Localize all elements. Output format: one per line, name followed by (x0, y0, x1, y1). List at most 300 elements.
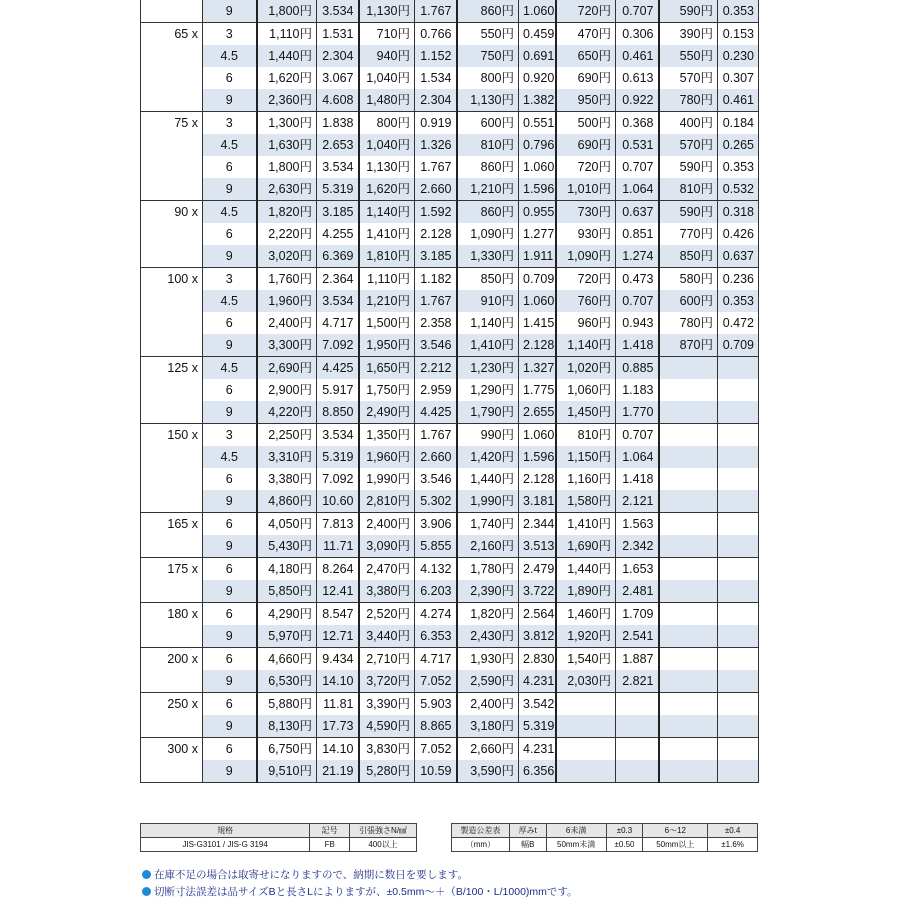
price-cell: 570円 (659, 67, 718, 89)
price-cell: 780円 (659, 89, 718, 112)
weight-cell: 2.959 (415, 379, 457, 401)
weight-cell (718, 535, 759, 558)
price-cell: 1,040円 (359, 134, 415, 156)
price-cell: 2,710円 (359, 648, 415, 671)
weight-cell: 1.887 (616, 648, 659, 671)
thickness-cell: 9 (203, 535, 257, 558)
table-row (141, 67, 759, 89)
weight-cell: 0.230 (718, 45, 759, 67)
thickness-cell: 9 (203, 334, 257, 357)
weight-cell: 0.691 (519, 45, 556, 67)
weight-cell: 0.707 (616, 424, 659, 447)
price-cell (659, 648, 718, 671)
price-table (140, 0, 759, 783)
weight-cell: 1.327 (519, 357, 556, 380)
weight-cell: 0.707 (616, 156, 659, 178)
width-cell: 125 x (141, 357, 203, 380)
weight-cell: 4.717 (317, 312, 359, 334)
weight-cell: 0.306 (616, 23, 659, 46)
table-row (141, 334, 759, 357)
tolerance-width-label: 幅B (509, 838, 546, 852)
width-cell (141, 760, 203, 783)
width-cell (141, 580, 203, 603)
price-cell: 1,440円 (556, 558, 616, 581)
price-cell (659, 357, 718, 380)
weight-cell: 3.181 (519, 490, 556, 513)
price-cell: 870円 (659, 334, 718, 357)
weight-cell: 0.426 (718, 223, 759, 245)
weight-cell (718, 424, 759, 447)
width-cell (141, 490, 203, 513)
table-row (141, 89, 759, 112)
price-cell (556, 760, 616, 783)
price-cell: 2,250円 (257, 424, 317, 447)
weight-cell (718, 490, 759, 513)
price-cell: 3,180円 (457, 715, 519, 738)
weight-cell: 5.903 (415, 693, 457, 716)
weight-cell: 6.369 (317, 245, 359, 268)
price-cell: 4,050円 (257, 513, 317, 536)
table-row (141, 648, 759, 671)
weight-cell: 8.850 (317, 401, 359, 424)
weight-cell: 0.920 (519, 67, 556, 89)
price-cell: 1,620円 (257, 67, 317, 89)
weight-cell: 3.542 (519, 693, 556, 716)
tolerance-6to12: 6〜12 (643, 824, 708, 838)
price-cell: 810円 (457, 134, 519, 156)
weight-cell (718, 379, 759, 401)
width-cell: 250 x (141, 693, 203, 716)
price-cell: 1,740円 (457, 513, 519, 536)
price-cell: 5,880円 (257, 693, 317, 716)
width-cell (141, 178, 203, 201)
weight-cell: 2.358 (415, 312, 457, 334)
weight-cell: 2.128 (415, 223, 457, 245)
price-cell: 850円 (659, 245, 718, 268)
price-cell: 550円 (457, 23, 519, 46)
weight-cell: 0.943 (616, 312, 659, 334)
tolerance-thickness-label: 厚みt (509, 824, 546, 838)
table-row (141, 379, 759, 401)
price-cell: 2,660円 (457, 738, 519, 761)
weight-cell: 1.415 (519, 312, 556, 334)
price-cell: 1,480円 (359, 89, 415, 112)
price-cell: 2,160円 (457, 535, 519, 558)
price-cell: 1,950円 (359, 334, 415, 357)
spec-standard: JIS-G3101 / JIS-G 3194 (141, 838, 310, 852)
price-cell: 1,620円 (359, 178, 415, 201)
weight-cell: 0.613 (616, 67, 659, 89)
weight-cell (616, 738, 659, 761)
weight-cell (718, 513, 759, 536)
weight-cell (718, 468, 759, 490)
weight-cell: 7.813 (317, 513, 359, 536)
price-cell: 1,140円 (359, 201, 415, 224)
price-cell: 690円 (556, 67, 616, 89)
weight-cell: 2.128 (519, 468, 556, 490)
weight-cell: 3.067 (317, 67, 359, 89)
price-cell: 720円 (556, 268, 616, 291)
weight-cell: 0.766 (415, 23, 457, 46)
price-cell: 3,090円 (359, 535, 415, 558)
width-cell (141, 245, 203, 268)
tolerance-6to12-value: ±0.4 (708, 824, 758, 838)
price-cell: 1,140円 (556, 334, 616, 357)
price-cell: 3,440円 (359, 625, 415, 648)
weight-cell: 8.264 (317, 558, 359, 581)
price-cell: 3,590円 (457, 760, 519, 783)
width-cell (141, 0, 203, 23)
weight-cell: 8.865 (415, 715, 457, 738)
table-row (141, 738, 759, 761)
price-cell: 1,630円 (257, 134, 317, 156)
price-cell (659, 446, 718, 468)
price-cell: 2,430円 (457, 625, 519, 648)
table-row (141, 112, 759, 135)
weight-cell: 4.425 (415, 401, 457, 424)
price-cell: 1,790円 (457, 401, 519, 424)
weight-cell: 1.775 (519, 379, 556, 401)
price-cell: 960円 (556, 312, 616, 334)
price-cell: 1,990円 (457, 490, 519, 513)
tolerance-under6: 6未満 (546, 824, 606, 838)
table-row (141, 535, 759, 558)
price-cell: 1,820円 (457, 603, 519, 626)
weight-cell: 10.60 (317, 490, 359, 513)
weight-cell: 1.709 (616, 603, 659, 626)
thickness-cell: 9 (203, 490, 257, 513)
price-cell: 4,590円 (359, 715, 415, 738)
price-cell: 2,630円 (257, 178, 317, 201)
weight-cell: 2.660 (415, 178, 457, 201)
weight-cell: 1.563 (616, 513, 659, 536)
thickness-cell: 6 (203, 468, 257, 490)
table-row (141, 134, 759, 156)
thickness-cell: 6 (203, 738, 257, 761)
weight-cell: 1.767 (415, 0, 457, 23)
spec-header-standard: 規格 (141, 824, 310, 838)
weight-cell: 3.546 (415, 334, 457, 357)
width-cell (141, 379, 203, 401)
weight-cell: 5.855 (415, 535, 457, 558)
price-cell: 3,020円 (257, 245, 317, 268)
thickness-cell: 3 (203, 23, 257, 46)
width-cell (141, 312, 203, 334)
weight-cell: 1.838 (317, 112, 359, 135)
price-cell: 1,800円 (257, 156, 317, 178)
price-cell: 590円 (659, 0, 718, 23)
price-cell: 400円 (659, 112, 718, 135)
price-cell: 860円 (457, 201, 519, 224)
price-cell (556, 738, 616, 761)
weight-cell: 2.304 (317, 45, 359, 67)
table-row (141, 245, 759, 268)
price-cell: 1,230円 (457, 357, 519, 380)
price-cell: 1,150円 (556, 446, 616, 468)
weight-cell: 2.128 (519, 334, 556, 357)
width-cell (141, 625, 203, 648)
weight-cell: 0.153 (718, 23, 759, 46)
thickness-cell: 6 (203, 513, 257, 536)
price-cell: 590円 (659, 156, 718, 178)
tolerance-title: 製造公差表 (452, 824, 510, 838)
width-cell: 165 x (141, 513, 203, 536)
weight-cell: 0.307 (718, 67, 759, 89)
price-cell: 5,430円 (257, 535, 317, 558)
weight-cell (718, 357, 759, 380)
price-cell: 6,750円 (257, 738, 317, 761)
weight-cell: 0.851 (616, 223, 659, 245)
width-cell (141, 134, 203, 156)
weight-cell: 0.707 (616, 290, 659, 312)
width-cell (141, 290, 203, 312)
weight-cell (718, 625, 759, 648)
width-cell: 175 x (141, 558, 203, 581)
weight-cell: 2.344 (519, 513, 556, 536)
table-row (141, 424, 759, 447)
thickness-cell: 6 (203, 223, 257, 245)
tolerance-table (451, 823, 758, 852)
price-cell (659, 625, 718, 648)
price-cell: 650円 (556, 45, 616, 67)
price-cell: 690円 (556, 134, 616, 156)
price-cell (659, 513, 718, 536)
price-cell: 1,110円 (257, 23, 317, 46)
thickness-cell: 4.5 (203, 446, 257, 468)
thickness-cell: 6 (203, 693, 257, 716)
weight-cell: 1.592 (415, 201, 457, 224)
weight-cell: 0.368 (616, 112, 659, 135)
thickness-cell: 4.5 (203, 134, 257, 156)
weight-cell: 1.596 (519, 178, 556, 201)
price-cell: 1,350円 (359, 424, 415, 447)
price-cell: 1,820円 (257, 201, 317, 224)
price-cell: 1,210円 (457, 178, 519, 201)
price-cell: 1,410円 (556, 513, 616, 536)
width-cell: 75 x (141, 112, 203, 135)
price-cell: 1,330円 (457, 245, 519, 268)
price-cell: 1,500円 (359, 312, 415, 334)
price-cell: 860円 (457, 0, 519, 23)
weight-cell: 2.121 (616, 490, 659, 513)
weight-cell: 0.318 (718, 201, 759, 224)
weight-cell: 0.707 (616, 0, 659, 23)
weight-cell: 1.060 (519, 156, 556, 178)
thickness-cell: 9 (203, 715, 257, 738)
weight-cell: 0.184 (718, 112, 759, 135)
weight-cell: 1.418 (616, 334, 659, 357)
price-cell: 1,440円 (257, 45, 317, 67)
price-cell: 3,390円 (359, 693, 415, 716)
price-cell: 3,720円 (359, 670, 415, 693)
weight-cell: 5.319 (317, 178, 359, 201)
tolerance-unit: （mm） (452, 838, 510, 852)
price-cell (659, 379, 718, 401)
weight-cell: 2.655 (519, 401, 556, 424)
weight-cell: 3.534 (317, 424, 359, 447)
price-cell: 2,900円 (257, 379, 317, 401)
weight-cell: 12.41 (317, 580, 359, 603)
weight-cell: 0.796 (519, 134, 556, 156)
price-cell (659, 490, 718, 513)
weight-cell: 3.812 (519, 625, 556, 648)
weight-cell: 17.73 (317, 715, 359, 738)
weight-cell: 0.461 (718, 89, 759, 112)
price-cell: 1,890円 (556, 580, 616, 603)
spec-header-symbol: 記号 (310, 824, 350, 838)
weight-cell: 12.71 (317, 625, 359, 648)
price-cell: 1,410円 (359, 223, 415, 245)
price-cell: 1,920円 (556, 625, 616, 648)
weight-cell (718, 760, 759, 783)
price-cell: 1,290円 (457, 379, 519, 401)
weight-cell: 0.265 (718, 134, 759, 156)
width-cell: 150 x (141, 424, 203, 447)
price-cell: 1,020円 (556, 357, 616, 380)
width-cell (141, 401, 203, 424)
weight-cell: 1.277 (519, 223, 556, 245)
price-cell: 800円 (359, 112, 415, 135)
weight-cell: 1.152 (415, 45, 457, 67)
weight-cell: 14.10 (317, 670, 359, 693)
price-cell: 720円 (556, 156, 616, 178)
price-cell: 600円 (457, 112, 519, 135)
weight-cell: 1.767 (415, 290, 457, 312)
price-cell: 2,520円 (359, 603, 415, 626)
price-cell: 5,970円 (257, 625, 317, 648)
thickness-cell: 9 (203, 580, 257, 603)
weight-cell: 3.534 (317, 0, 359, 23)
weight-cell: 3.513 (519, 535, 556, 558)
width-cell: 200 x (141, 648, 203, 671)
width-cell: 90 x (141, 201, 203, 224)
width-cell (141, 670, 203, 693)
weight-cell: 0.551 (519, 112, 556, 135)
weight-cell: 0.353 (718, 0, 759, 23)
table-row (141, 45, 759, 67)
weight-cell: 4.274 (415, 603, 457, 626)
table-row (141, 603, 759, 626)
width-cell: 300 x (141, 738, 203, 761)
price-cell: 2,470円 (359, 558, 415, 581)
thickness-cell: 9 (203, 89, 257, 112)
thickness-cell: 9 (203, 401, 257, 424)
weight-cell: 14.10 (317, 738, 359, 761)
price-cell: 1,990円 (359, 468, 415, 490)
price-cell: 1,160円 (556, 468, 616, 490)
weight-cell: 1.596 (519, 446, 556, 468)
price-cell: 1,580円 (556, 490, 616, 513)
price-cell: 1,460円 (556, 603, 616, 626)
weight-cell: 1.182 (415, 268, 457, 291)
price-cell (659, 760, 718, 783)
price-cell: 2,810円 (359, 490, 415, 513)
price-cell: 1,690円 (556, 535, 616, 558)
price-cell: 1,010円 (556, 178, 616, 201)
price-cell: 1,960円 (359, 446, 415, 468)
width-cell (141, 535, 203, 558)
price-cell: 600円 (659, 290, 718, 312)
price-cell (659, 738, 718, 761)
table-row (141, 580, 759, 603)
thickness-cell: 9 (203, 178, 257, 201)
weight-cell: 1.060 (519, 0, 556, 23)
weight-cell: 0.637 (616, 201, 659, 224)
price-cell: 3,380円 (359, 580, 415, 603)
weight-cell: 4.231 (519, 738, 556, 761)
weight-cell: 1.326 (415, 134, 457, 156)
price-cell (659, 468, 718, 490)
price-cell (659, 603, 718, 626)
weight-cell: 1.060 (519, 290, 556, 312)
table-row (141, 625, 759, 648)
weight-cell: 0.472 (718, 312, 759, 334)
thickness-cell: 6 (203, 603, 257, 626)
price-cell: 1,130円 (359, 0, 415, 23)
price-cell: 810円 (659, 178, 718, 201)
price-cell: 1,040円 (359, 67, 415, 89)
price-cell: 2,400円 (257, 312, 317, 334)
price-cell (659, 670, 718, 693)
weight-cell: 1.060 (519, 424, 556, 447)
note-stock (142, 867, 468, 882)
weight-cell: 2.342 (616, 535, 659, 558)
weight-cell: 0.531 (616, 134, 659, 156)
tolerance-under50: 50mm未満 (546, 838, 606, 852)
price-cell (659, 558, 718, 581)
weight-cell: 3.534 (317, 290, 359, 312)
weight-cell: 7.092 (317, 334, 359, 357)
price-cell (659, 535, 718, 558)
price-cell: 3,380円 (257, 468, 317, 490)
width-cell (141, 89, 203, 112)
price-cell: 570円 (659, 134, 718, 156)
thickness-cell: 6 (203, 558, 257, 581)
weight-cell: 2.212 (415, 357, 457, 380)
price-cell: 930円 (556, 223, 616, 245)
weight-cell: 5.319 (317, 446, 359, 468)
weight-cell: 5.302 (415, 490, 457, 513)
price-cell: 810円 (556, 424, 616, 447)
weight-cell: 0.637 (718, 245, 759, 268)
weight-cell: 1.418 (616, 468, 659, 490)
price-cell (659, 580, 718, 603)
price-cell: 580円 (659, 268, 718, 291)
price-cell: 1,760円 (257, 268, 317, 291)
weight-cell: 4.132 (415, 558, 457, 581)
price-cell: 5,850円 (257, 580, 317, 603)
thickness-cell: 6 (203, 648, 257, 671)
weight-cell: 7.052 (415, 738, 457, 761)
price-cell: 1,410円 (457, 334, 519, 357)
price-cell: 2,690円 (257, 357, 317, 380)
weight-cell: 1.531 (317, 23, 359, 46)
weight-cell (718, 648, 759, 671)
price-cell: 1,540円 (556, 648, 616, 671)
tolerance-over50: 50mm以上 (643, 838, 708, 852)
price-cell: 2,490円 (359, 401, 415, 424)
weight-cell: 0.353 (718, 290, 759, 312)
price-cell: 4,860円 (257, 490, 317, 513)
weight-cell: 2.653 (317, 134, 359, 156)
width-cell: 180 x (141, 603, 203, 626)
weight-cell: 2.660 (415, 446, 457, 468)
thickness-cell: 4.5 (203, 201, 257, 224)
table-row (141, 23, 759, 46)
width-cell: 100 x (141, 268, 203, 291)
price-cell: 1,300円 (257, 112, 317, 135)
width-cell (141, 67, 203, 89)
